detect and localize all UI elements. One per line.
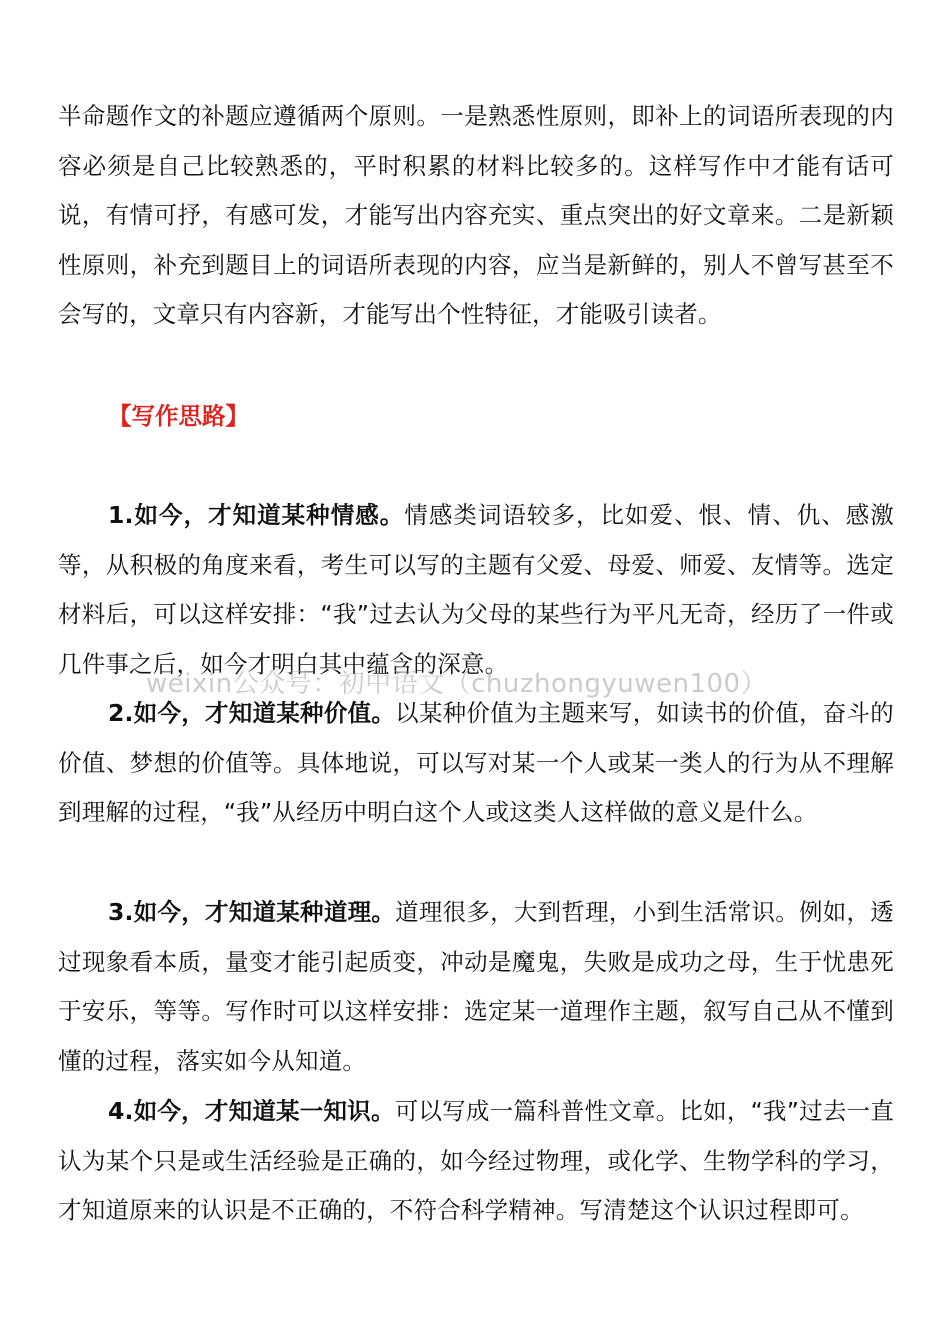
writing-idea-4-body: 可以写成一篇科普性文章。比如，“我”过去一直认为某个只是或生活经验是正确的，如今经过物理，或化学、生物学科的学习，才知道原来的认识是不正确的，不符合科学精神。写清楚这个认识过程即可。 [58,1097,894,1224]
writing-idea-2-body: 以某种价值为主题来写，如读书的价值，奋斗的价值、梦想的价值等。具体地说，可以写对某一个人或某一类人的行为从不理解到理解的过程，“我”从经历中明白这个人或这类人这样做的意义是什么。 [58,699,894,826]
writing-idea-4 [58,1087,894,1236]
writing-idea-1 [58,491,894,689]
writing-idea-3 [58,888,894,1086]
writing-idea-3-lead: 3.如今，才知道某种道理。 [108,898,396,926]
writing-idea-2 [58,689,894,838]
intro-paragraph: 半命题作文的补题应遵循两个原则。一是熟悉性原则，即补上的词语所表现的内容必须是自己比较熟悉的，平时积累的材料比较多的。这样写作中才能有话可说，有情可抒，有感可发，才能写出内容充实、重点突出的好文章来。二是新颖性原则，补充到题目上的词语所表现的内容，应当是新鲜的，别人不曾写甚至不会写的，文章只有内容新，才能写出个性特征，才能吸引读者。 [58,102,894,328]
writing-idea-2-lead: 2.如今，才知道某种价值。 [108,699,396,727]
writing-idea-1-lead: 1.如今，才知道某种情感。 [108,501,405,529]
watermark: weixin公众号：初中语文（chuzhongyuwen100） [146,669,768,699]
writing-idea-4-lead: 4.如今，才知道某一知识。 [108,1097,395,1125]
section-heading: 【写作思路】 [108,402,249,430]
writing-idea-1-body: 情感类词语较多，比如爱、恨、情、仇、感激等，从积极的角度来看，考生可以写的主题有父爱、母爱、师爱、友情等。选定材料后，可以这样安排：“我”过去认为父母的某些行为平凡无奇，经历了一件或几件事之后，如今才明白其中蕴含的深意。 [58,501,894,678]
writing-idea-3-body: 道理很多，大到哲理，小到生活常识。例如，透过现象看本质，量变才能引起质变，冲动是魔鬼，失败是成功之母，生于忧患死于安乐，等等。写作时可以这样安排：选定某一道理作主题，叙写自己从不懂到懂的过程，落实如今从知道。 [58,898,894,1075]
